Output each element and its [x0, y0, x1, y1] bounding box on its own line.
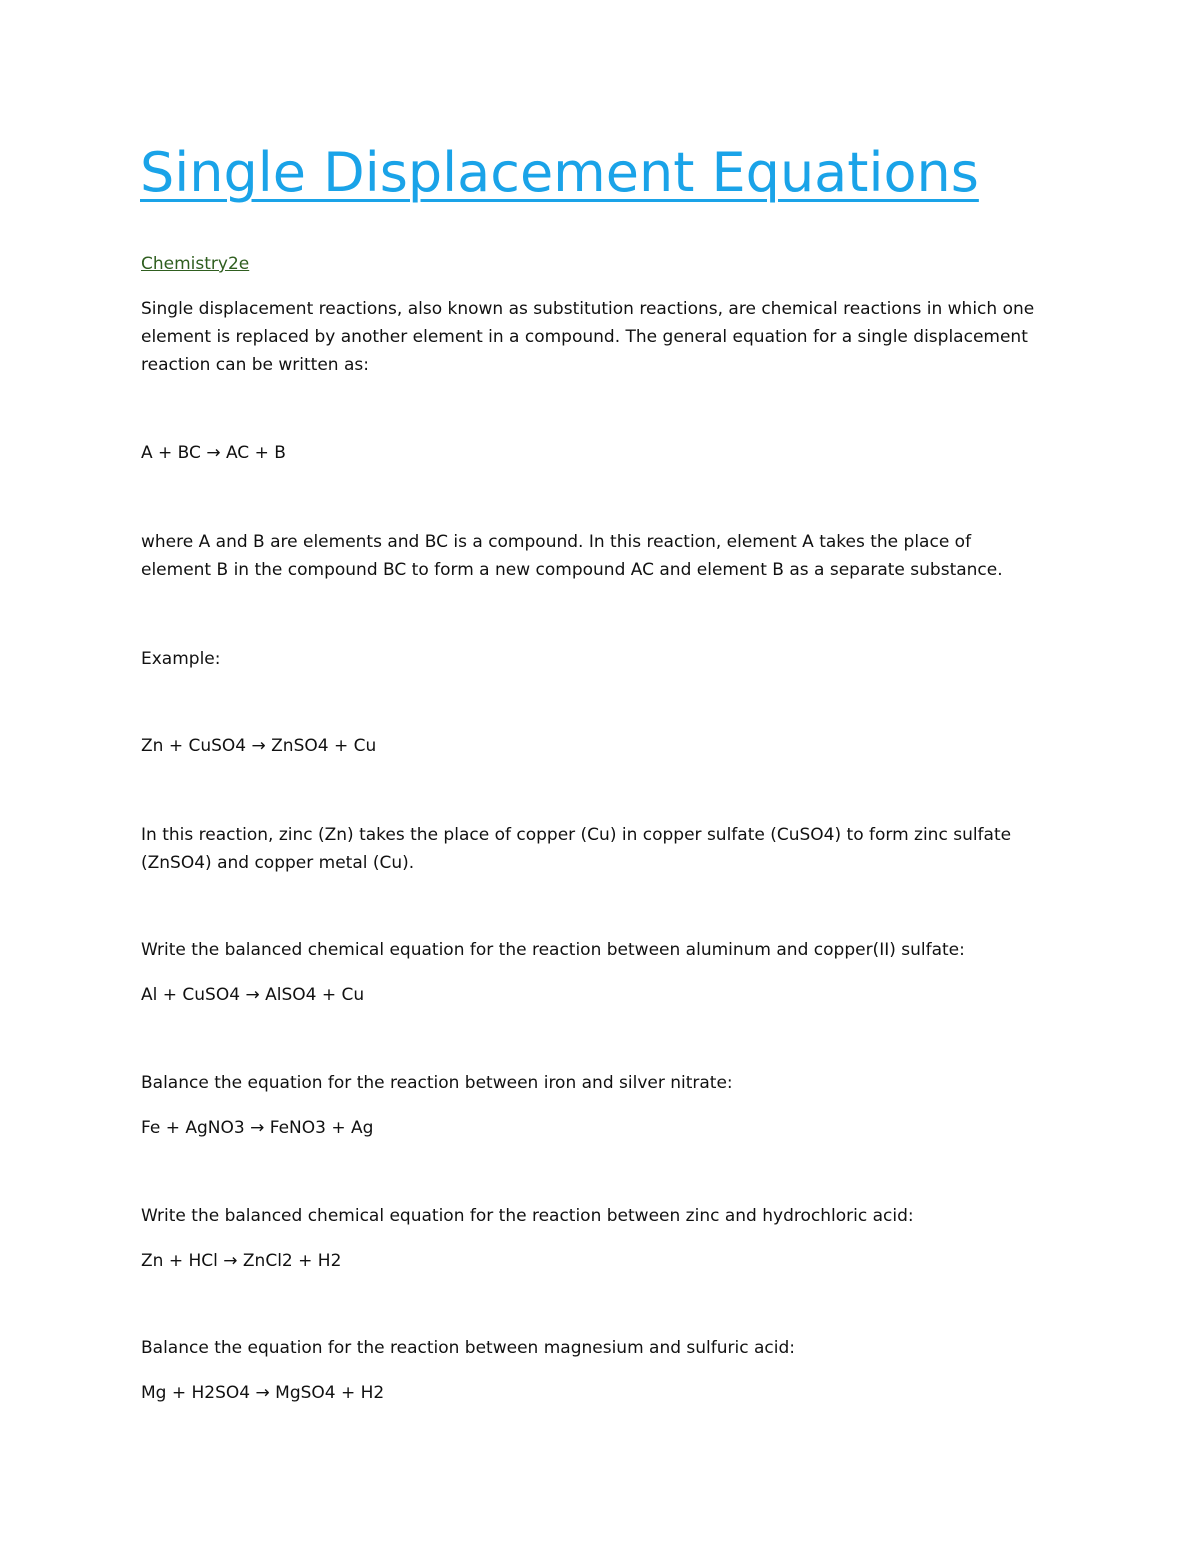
- exercise-equation: Fe + AgNO3 → FeNO3 + Ag: [141, 1118, 374, 1138]
- exercise-equation: Mg + H2SO4 → MgSO4 + H2: [141, 1383, 385, 1403]
- example-equation: Zn + CuSO4 → ZnSO4 + Cu: [141, 736, 377, 756]
- intro-paragraph: [141, 295, 1034, 379]
- example-explanation-line: In this reaction, zinc (Zn) takes the place of copper (Cu) in copper sulfate (CuSO4) to form zinc sulfate: [141, 825, 1012, 845]
- explanation-line: element B in the compound BC to form a new compound AC and element B as a separate substance.: [141, 560, 1003, 580]
- exercise-equation: Zn + HCl → ZnCl2 + H2: [141, 1251, 342, 1271]
- exercise-prompt: Write the balanced chemical equation for the reaction between zinc and hydrochloric acid:: [141, 1206, 914, 1226]
- intro-line: reaction can be written as:: [141, 355, 369, 375]
- exercise-prompt: Balance the equation for the reaction between iron and silver nitrate:: [141, 1073, 733, 1093]
- intro-line: element is replaced by another element in a compound. The general equation for a single displacement: [141, 327, 1028, 347]
- explanation-paragraph: [141, 528, 1003, 584]
- general-equation: A + BC → AC + B: [141, 443, 286, 463]
- exercise-prompt: Balance the equation for the reaction between magnesium and sulfuric acid:: [141, 1338, 796, 1358]
- exercise-equation: Al + CuSO4 → AlSO4 + Cu: [141, 985, 365, 1005]
- example-explanation-line: (ZnSO4) and copper metal (Cu).: [141, 853, 415, 873]
- intro-line: Single displacement reactions, also known as substitution reactions, are chemical reactions in which one: [141, 299, 1035, 319]
- explanation-line: where A and B are elements and BC is a compound. In this reaction, element A takes the place of: [141, 532, 972, 552]
- example-explanation-paragraph: [141, 821, 1011, 877]
- source-link[interactable]: Chemistry2e: [141, 254, 250, 274]
- document-title[interactable]: Single Displacement Equations: [140, 141, 979, 204]
- example-label: Example:: [141, 649, 221, 669]
- exercise-prompt: Write the balanced chemical equation for the reaction between aluminum and copper(II) sulfate:: [141, 940, 965, 960]
